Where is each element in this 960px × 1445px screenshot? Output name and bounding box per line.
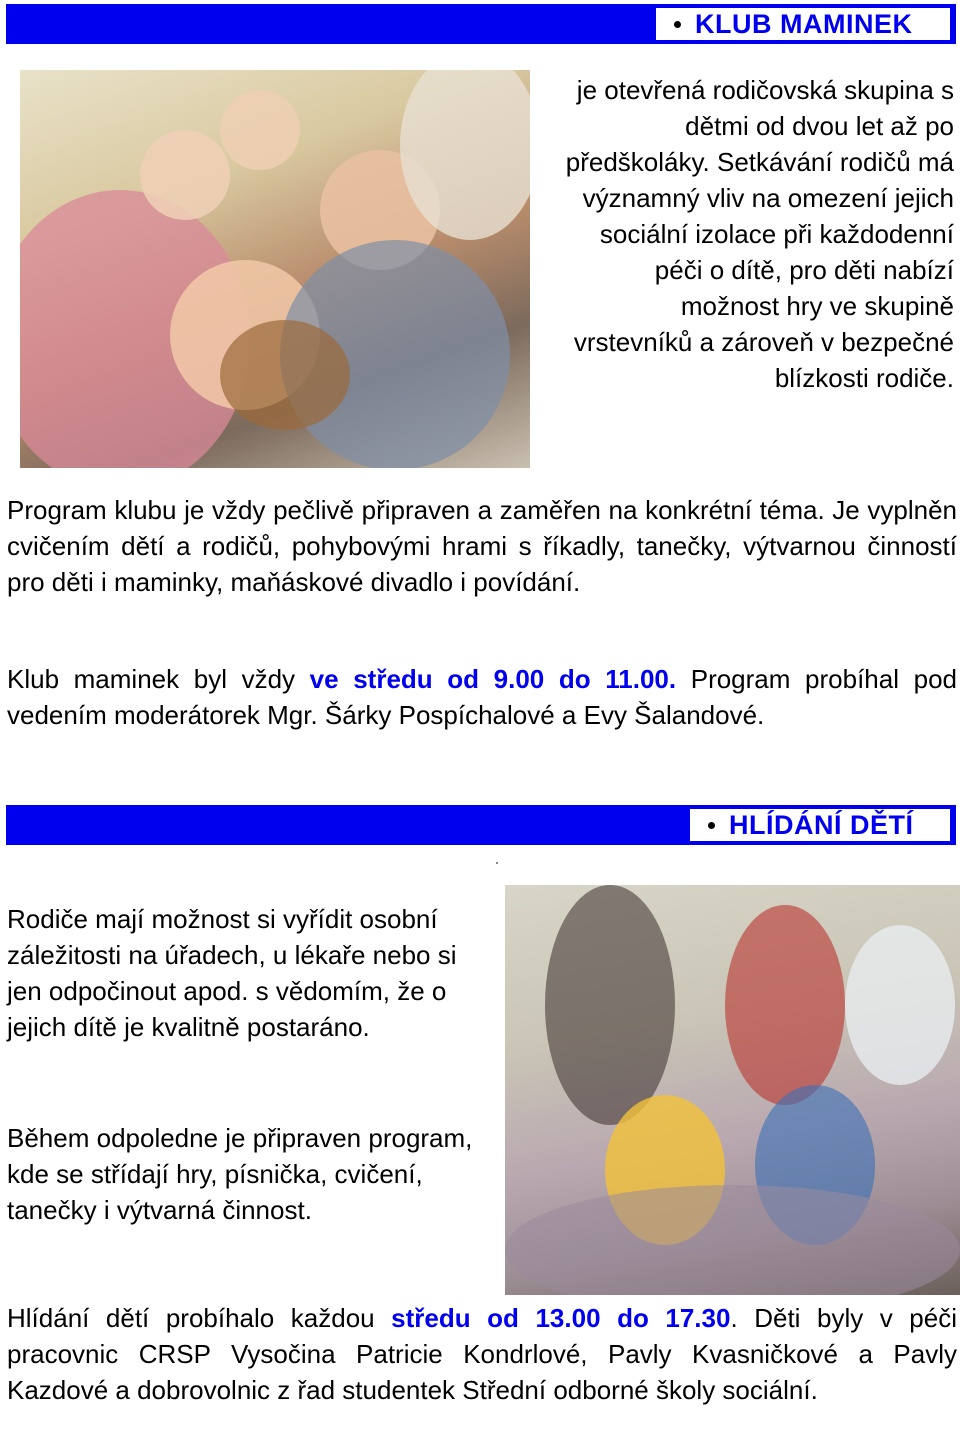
childcare-paragraph-1: Rodiče mají možnost si vyřídit osobní záležitosti na úřadech, u lékaře nebo si jen odpočinout apod. s vědomím, že o jejich dítě je kvalitně postaráno. <box>7 904 457 1042</box>
decorative-dot <box>496 862 498 864</box>
section-banner-klub-maminek <box>6 4 956 44</box>
section-heading-chip <box>656 8 950 40</box>
schedule-prefix: Hlídání dětí probíhalo každou <box>7 1303 392 1333</box>
bullet-icon <box>708 822 715 829</box>
schedule-highlight: ve středu od 9.00 do 11.00. <box>309 664 677 694</box>
section-heading-chip <box>690 809 950 841</box>
section-banner-hlidani-deti <box>6 805 956 845</box>
childcare-paragraph-2: Během odpoledne je připraven program, kde se střídají hry, písnička, cvičení, tanečky i výtvarná činnost. <box>7 1123 473 1225</box>
schedule-paragraph <box>7 661 957 733</box>
children-playing-photo <box>505 885 960 1295</box>
section-title: HLÍDÁNÍ DĚTÍ <box>729 809 914 840</box>
schedule-suffix: . Děti byly v péči pracovnic CRSP Vysočina Patricie Kondrlové, Pavly Kvasničkové a Pavly Kazdové a dobrovolnic z řad studentek Střední odborné školy sociální. <box>7 1303 958 1405</box>
schedule-prefix: Klub maminek byl vždy <box>7 664 310 694</box>
program-paragraph: Program klubu je vždy pečlivě připraven a zaměřen na konkrétní téma. Je vyplněn cvičením dětí a rodičů, pohybovými hrami s říkadly, tanečky, výtvarnou činností pro děti i maminky, maňáskové divadlo i povídání. <box>7 495 957 597</box>
schedule-suffix: Program probíhal pod vedením moderátorek Mgr. Šárky Pospíchalové a Evy Šalandové. <box>7 664 957 730</box>
schedule-highlight: středu od 13.00 do 17.30 <box>391 1303 731 1333</box>
section-title: KLUB MAMINEK <box>695 8 913 39</box>
childcare-schedule-paragraph <box>7 1300 957 1408</box>
mothers-with-babies-photo <box>20 70 530 468</box>
intro-text: je otevřená rodičovská skupina s dětmi od dvou let až po předškoláky. Setkávání rodičů má významný vliv na omezení jejich sociální izolace při každodenní péči o dítě, pro děti nabízí možnost hry ve skupině vrstevníků a zároveň v bezpečné blízkosti rodiče. <box>565 75 954 393</box>
bullet-icon <box>674 21 681 28</box>
